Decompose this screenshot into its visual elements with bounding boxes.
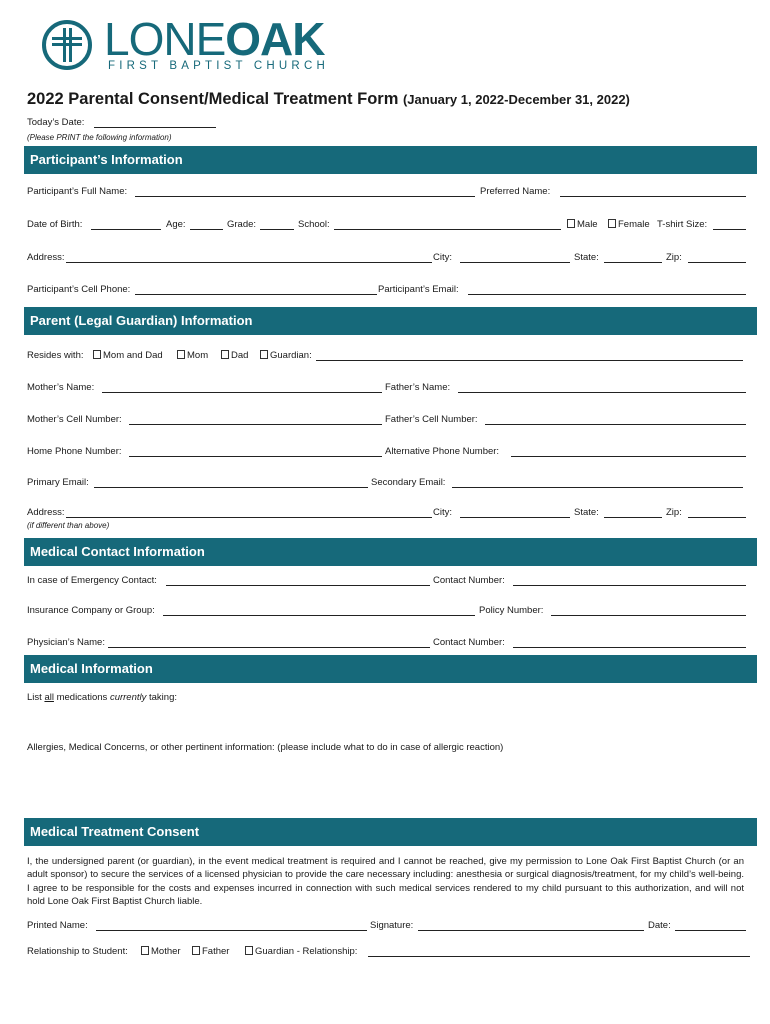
todays-date-label: Today’s Date:: [27, 117, 85, 128]
relationship-guardian-field[interactable]: [368, 946, 750, 957]
date-label: Date:: [648, 920, 671, 931]
address-field[interactable]: [66, 252, 432, 263]
tshirt-label: T-shirt Size:: [657, 219, 708, 230]
insurance-label: Insurance Company or Group:: [27, 605, 155, 616]
city-field[interactable]: [460, 252, 570, 263]
resides-mom-option[interactable]: Mom: [177, 350, 208, 361]
emergency-contact-field[interactable]: [166, 575, 430, 586]
secondary-email-label: Secondary Email:: [371, 477, 446, 488]
grade-label: Grade:: [227, 219, 257, 230]
school-field[interactable]: [334, 219, 561, 230]
full-name-field[interactable]: [135, 186, 475, 197]
physician-field[interactable]: [108, 637, 430, 648]
resides-both-option[interactable]: Mom and Dad: [93, 350, 163, 361]
resides-guardian-option[interactable]: Guardian:: [260, 350, 312, 361]
resides-guardian-field[interactable]: [316, 350, 743, 361]
guardian-checkbox[interactable]: [245, 946, 253, 955]
relationship-label: Relationship to Student:: [27, 946, 128, 957]
guardian-city-label: City:: [433, 507, 452, 518]
father-name-field[interactable]: [458, 382, 746, 393]
relationship-mother-option[interactable]: Mother: [141, 946, 181, 957]
form-title: 2022 Parental Consent/Medical Treatment Form (January 1, 2022-December 31, 2022): [27, 90, 630, 108]
primary-email-label: Primary Email:: [27, 477, 89, 488]
resides-both-checkbox[interactable]: [93, 350, 101, 359]
alt-phone-field[interactable]: [511, 446, 746, 457]
guardian-city-field[interactable]: [460, 507, 570, 518]
cross-icon: [46, 24, 88, 66]
policy-label: Policy Number:: [479, 605, 544, 616]
school-label: School:: [298, 219, 330, 230]
father-cell-field[interactable]: [485, 414, 746, 425]
dob-field[interactable]: [91, 219, 161, 230]
mother-checkbox[interactable]: [141, 946, 149, 955]
mother-name-field[interactable]: [102, 382, 382, 393]
section-medical-info: Medical Information: [24, 655, 757, 683]
consent-paragraph: I, the undersigned parent (or guardian), in the event medical treatment is required and I cannot be reached, give my permission to Lone Oak First Baptist Church (or an adult sponsor) to secure the services of a licensed physician to provide the care necessary including: anesthesia or surgical diagnosis/treatment, for my child’s well-being. I agree to be responsible for the costs and expenses incurred in connection with such medical services rendered to my child pursuant to this authorization, and will not hold Lone Oak First Baptist Church liable.: [27, 856, 744, 908]
preferred-name-field[interactable]: [560, 186, 746, 197]
participant-cell-label: Participant’s Cell Phone:: [27, 284, 131, 295]
guardian-state-field[interactable]: [604, 507, 662, 518]
resides-label: Resides with:: [27, 350, 84, 361]
section-consent: Medical Treatment Consent: [24, 818, 757, 846]
printed-name-field[interactable]: [96, 920, 367, 931]
logo-wordmark: LONEOAK: [104, 13, 325, 65]
father-cell-label: Father’s Cell Number:: [385, 414, 478, 425]
address-label: Address:: [27, 252, 65, 263]
age-label: Age:: [166, 219, 186, 230]
policy-field[interactable]: [551, 605, 746, 616]
mother-cell-label: Mother’s Cell Number:: [27, 414, 122, 425]
female-checkbox[interactable]: [608, 219, 616, 228]
emergency-number-field[interactable]: [513, 575, 746, 586]
resides-mom-checkbox[interactable]: [177, 350, 185, 359]
mother-name-label: Mother’s Name:: [27, 382, 95, 393]
allergies-label: Allergies, Medical Concerns, or other pertinent information: (please include what to do in case of allergic reaction): [27, 742, 504, 753]
dob-label: Date of Birth:: [27, 219, 83, 230]
preferred-name-label: Preferred Name:: [480, 186, 551, 197]
home-phone-field[interactable]: [129, 446, 382, 457]
physician-label: Physician’s Name:: [27, 637, 105, 648]
participant-email-label: Participant’s Email:: [378, 284, 459, 295]
physician-number-field[interactable]: [513, 637, 746, 648]
participant-email-field[interactable]: [468, 284, 746, 295]
relationship-guardian-option[interactable]: Guardian - Relationship:: [245, 946, 357, 957]
zip-field[interactable]: [688, 252, 746, 263]
date-field[interactable]: [675, 920, 746, 931]
alt-phone-label: Alternative Phone Number:: [385, 446, 500, 457]
male-checkbox[interactable]: [567, 219, 575, 228]
guardian-address-label: Address:: [27, 507, 65, 518]
todays-date-field[interactable]: [94, 117, 216, 128]
logo-emblem: [42, 20, 92, 70]
section-guardian: Parent (Legal Guardian) Information: [24, 307, 757, 335]
signature-field[interactable]: [418, 920, 644, 931]
grade-field[interactable]: [260, 219, 294, 230]
if-different-note: (if different than above): [27, 521, 110, 530]
section-participant: Participant’s Information: [24, 146, 757, 174]
secondary-email-field[interactable]: [452, 477, 743, 488]
emergency-number-label: Contact Number:: [433, 575, 505, 586]
full-name-label: Participant’s Full Name:: [27, 186, 128, 197]
participant-cell-field[interactable]: [135, 284, 377, 295]
state-field[interactable]: [604, 252, 662, 263]
male-option[interactable]: Male: [567, 219, 598, 230]
resides-dad-checkbox[interactable]: [221, 350, 229, 359]
primary-email-field[interactable]: [94, 477, 368, 488]
relationship-father-option[interactable]: Father: [192, 946, 229, 957]
age-field[interactable]: [190, 219, 223, 230]
resides-dad-option[interactable]: Dad: [221, 350, 248, 361]
guardian-address-field[interactable]: [66, 507, 432, 518]
medications-label: List all medications currently taking:: [27, 692, 178, 703]
signature-label: Signature:: [370, 920, 414, 931]
logo-subtitle: FIRST BAPTIST CHURCH: [108, 60, 329, 72]
mother-cell-field[interactable]: [129, 414, 382, 425]
emergency-contact-label: In case of Emergency Contact:: [27, 575, 157, 586]
guardian-zip-label: Zip:: [666, 507, 682, 518]
insurance-field[interactable]: [163, 605, 475, 616]
father-checkbox[interactable]: [192, 946, 200, 955]
guardian-zip-field[interactable]: [688, 507, 746, 518]
resides-guardian-checkbox[interactable]: [260, 350, 268, 359]
tshirt-field[interactable]: [713, 219, 746, 230]
father-name-label: Father’s Name:: [385, 382, 451, 393]
home-phone-label: Home Phone Number:: [27, 446, 122, 457]
female-option[interactable]: Female: [608, 219, 650, 230]
zip-label: Zip:: [666, 252, 682, 263]
section-medical-contact: Medical Contact Information: [24, 538, 757, 566]
printed-name-label: Printed Name:: [27, 920, 88, 931]
guardian-state-label: State:: [574, 507, 599, 518]
city-label: City:: [433, 252, 452, 263]
print-note: (Please PRINT the following information): [27, 133, 172, 142]
physician-number-label: Contact Number:: [433, 637, 505, 648]
state-label: State:: [574, 252, 599, 263]
